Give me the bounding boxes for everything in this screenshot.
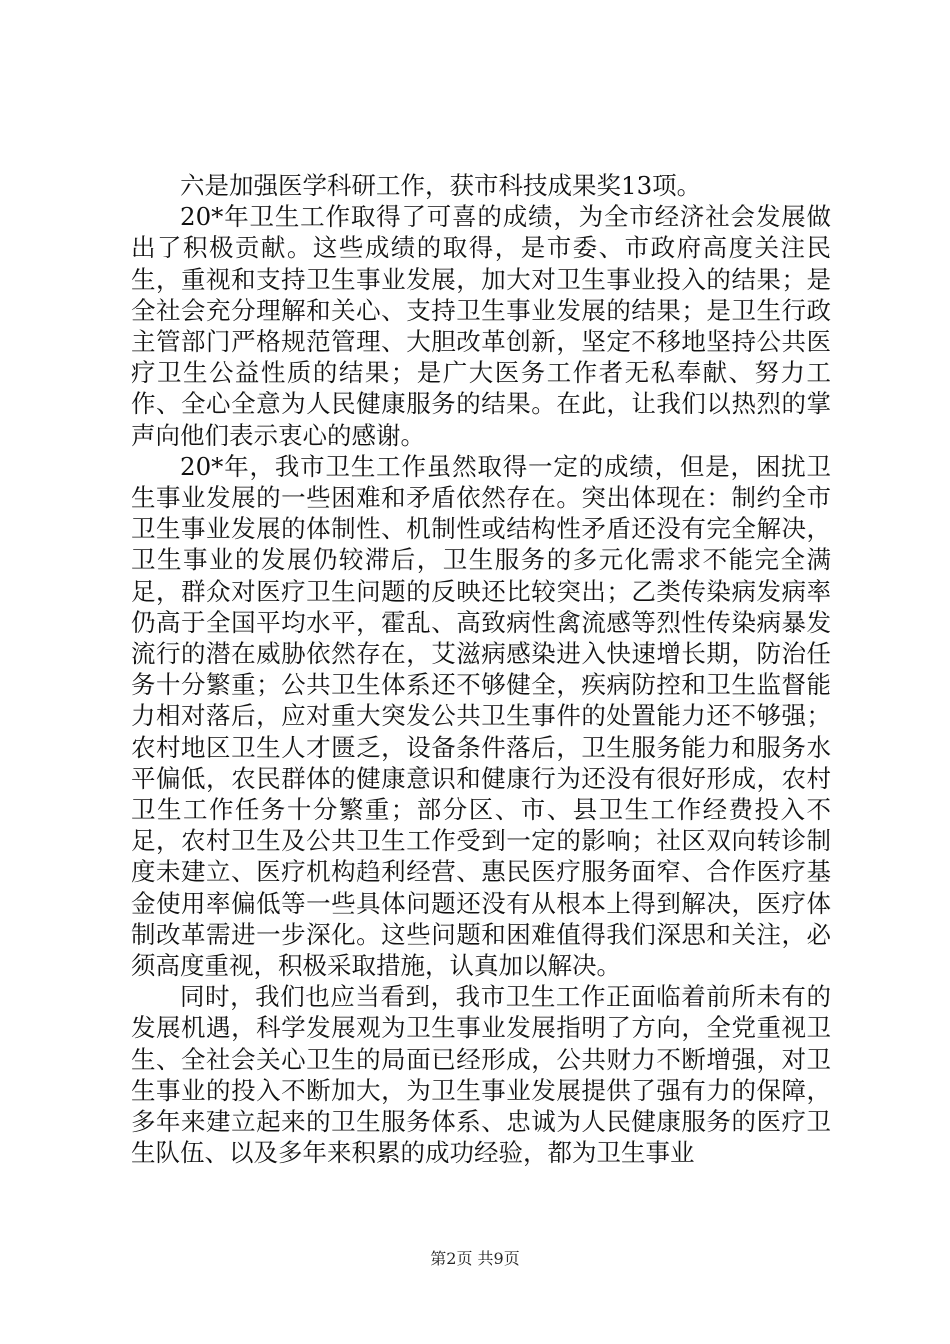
page-number-footer: 第2页 共9页 bbox=[430, 1249, 520, 1268]
document-body bbox=[131, 170, 831, 1169]
paragraph-4: 同时，我们也应当看到，我市卫生工作正面临着前所未有的发展机遇，科学发展观为卫生事业发展指明了方向，全党重视卫生、全社会关心卫生的局面已经形成，公共财力不断增强，对卫生事业的投入不断加大，为卫生事业发展提供了强有力的保障，多年来建立起来的卫生服务体系、忠诚为人民健康服务的医疗卫生队伍、以及多年来积累的成功经验，都为卫生事业 bbox=[131, 982, 831, 1168]
paragraph-3: 20*年，我市卫生工作虽然取得一定的成绩，但是，困扰卫生事业发展的一些困难和矛盾依然存在。突出体现在：制约全市卫生事业发展的体制性、机制性或结构性矛盾还没有完全解决，卫生事业的发展仍较滞后，卫生服务的多元化需求不能完全满足，群众对医疗卫生问题的反映还比较突出；乙类传染病发病率仍高于全国平均水平，霍乱、高致病性禽流感等烈性传染病暴发流行的潜在威胁依然存在，艾滋病感染进入快速增长期，防治任务十分繁重；公共卫生体系还不够健全，疾病防控和卫生监督能力相对落后，应对重大突发公共卫生事件的处置能力还不够强；农村地区卫生人才匮乏，设备条件落后，卫生服务能力和服务水平偏低，农民群体的健康意识和健康行为还没有很好形成，农村卫生工作任务十分繁重；部分区、市、县卫生工作经费投入不足，农村卫生及公共卫生工作受到一定的影响；社区双向转诊制度未建立、医疗机构趋利经营、惠民医疗服务面窄、合作医疗基金使用率偏低等一些具体问题还没有从根本上得到解决，医疗体制改革需进一步深化。这些问题和困难值得我们深思和关注，必须高度重视，积极采取措施，认真加以解决。 bbox=[131, 451, 831, 981]
paragraph-2: 20*年卫生工作取得了可喜的成绩，为全市经济社会发展做出了积极贡献。这些成绩的取得，是市委、市政府高度关注民生，重视和支持卫生事业发展，加大对卫生事业投入的结果；是全社会充分理解和关心、支持卫生事业发展的结果；是卫生行政主管部门严格规范管理、大胆改革创新，坚定不移地坚持公共医疗卫生公益性质的结果；是广大医务工作者无私奉献、努力工作、全心全意为人民健康服务的结果。在此，让我们以热烈的掌声向他们表示衷心的感谢。 bbox=[131, 202, 831, 450]
paragraph-1: 六是加强医学科研工作，获市科技成果奖13项。 bbox=[180, 171, 702, 200]
